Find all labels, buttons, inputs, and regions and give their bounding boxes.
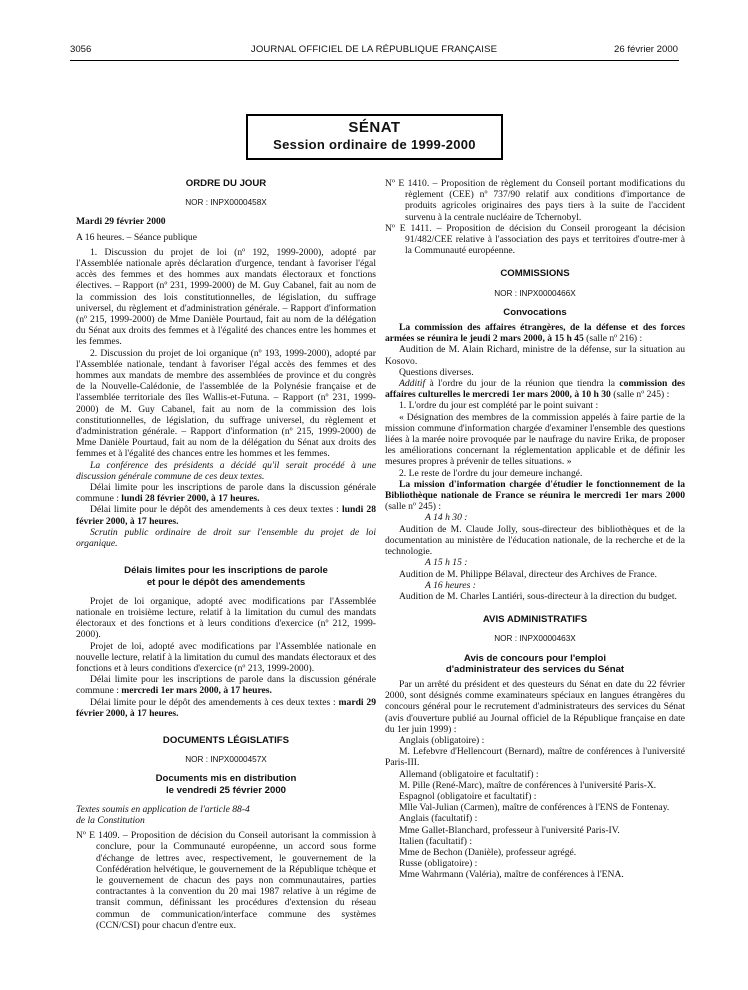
seance-time: A 16 heures. – Séance publique: [76, 231, 197, 243]
nor-label: NOR : INPX0000457X: [185, 755, 267, 765]
examinateur-pille: M. Pille (René-Marc), maître de conférences à l'université Paris-X.: [399, 779, 657, 791]
right-column: [385, 178, 685, 881]
textes-title-1: Textes soumis en application de l'article 88-4: [76, 803, 250, 815]
convocation-affaires-etrangeres: La commission des affaires étrangères, de la défense et des forces armées se réunira le jeudi 2 mars 2000, à 15 h 45 (salle nº 216) :: [385, 322, 685, 345]
langue-italien: Italien (facultatif) :: [399, 835, 472, 847]
langue-espagnol: Espagnol (obligatoire et facultatif) :: [399, 790, 537, 802]
avis-intro: Par un arrêté du président et des questeurs du Sénat en date du 22 février 2000, sont désignés comme examinateurs spéciaux en langues étrangères du concours général pour le recrutement d'administrateurs des services du Sénat (avis d'ouverture publié au Journal officiel de la République française en date du 1er juin 1999) :: [385, 678, 685, 735]
examinateur-val-julian: Mlle Val-Julian (Carmen), maître de conférences à l'ENS de Fontenay.: [399, 802, 670, 814]
langue-russe: Russe (obligatoire) :: [399, 858, 478, 870]
langue-allemand: Allemand (obligatoire et facultatif) :: [399, 768, 539, 780]
document-e1409: Nº E 1409. – Proposition de décision du Conseil autorisant la commission à conclure, pour la Communauté européenne, un accord sous forme d'échange de lettres avec, respectivement, le gouvernement de la Confédération helvétique, le gouvernement de la République tchèque et le gouvernement de chacun des pays non communautaires, parties contractantes à la convention du 20 mai 1987 relative à un régime de transit commun, définissant les procédures d'extension du réseau commun de communication/interface commune des systèmes (CCN/CSI) pour chacun d'entre eux.: [76, 830, 376, 931]
reste-inchange: 2. Le reste de l'ordre du jour demeure inchangé.: [399, 467, 583, 479]
audition-jolly: Audition de M. Claude Jolly, sous-directeur des bibliothèques et de la documentation au ministère de l'éducation nationale, de la recherche et de la technologie.: [385, 523, 685, 558]
examinateur-gallet: Mme Gallet-Blanchard, professeur à l'université Paris-IV.: [399, 824, 620, 836]
time-16h: A 16 heures :: [425, 579, 476, 591]
agenda-item-2: 2. Discussion du projet de loi organique (nº 193, 1999-2000), adopté par l'Assemblée nationale, tendant à favoriser l'égal accès des femmes et des hommes aux mandats de membre des assemblées de province et du congrès de la Nouvelle-Calédonie, de l'assemblée de la Polynésie française et de l'assemblée territoriale des îles Wallis-et-Futuna. – Rapport (nº 231, 1999-2000) de M. Guy Cabanel, fait au nom de la commission des lois constitutionnelles, de législation, du suffrage universel, du règlement et d'administration générale. – Rapport d'information (nº 215, 1999-2000) de Mme Danièle Pourtaud, fait au nom de la délégation du Sénat aux droits des femmes et à l'égalité des chances entre les hommes et les femmes.: [76, 347, 376, 460]
additif-affaires-culturelles: Additif à l'ordre du jour de la réunion que tiendra la commission des affaires culturelles le mercredi 1er mars 2000, à 10 h 30 (salle nº 245) :: [385, 378, 685, 401]
documents-subtitle-1: Documents mis en distribution: [155, 773, 297, 785]
page-number: 3056: [70, 44, 92, 55]
delais-para-4: Délai limite pour le dépôt des amendements à ces deux textes : mardi 29 février 2000, à 17 heures.: [76, 696, 376, 719]
avis-title: AVIS ADMINISTRATIFS: [482, 614, 588, 626]
examinateur-bechon: Mme de Bechon (Danièle), professeur agrégé.: [399, 846, 577, 858]
deadline-amendements: Délai limite pour le dépôt des amendements à ces deux textes : lundi 28 février 2000, à 17 heures.: [76, 504, 376, 527]
time-1430: A 14 h 30 :: [425, 512, 468, 524]
avis-subtitle-1: Avis de concours pour l'emploi: [463, 652, 607, 664]
delais-title-2: et pour le dépôt des amendements: [146, 576, 306, 588]
document-e1411: Nº E 1411. – Proposition de décision du Conseil prorogeant la décision 91/482/CEE relative à l'association des pays et territoires d'outre-mer à la Communauté européenne.: [385, 222, 685, 257]
ordre-complete: 1. L'ordre du jour est complété par le point suivant :: [399, 400, 599, 412]
textes-title-2: de la Constitution: [76, 814, 145, 826]
audition-richard: Audition de M. Alain Richard, ministre de la défense, sur la situation au Kosovo.: [385, 344, 685, 367]
documents-title: DOCUMENTS LÉGISLATIFS: [162, 734, 290, 746]
examinateur-wahrmann: Mme Wahrmann (Valéria), maître de conférences à l'ENA.: [399, 869, 624, 881]
examinateur-lefebvre: M. Lefebvre d'Hellencourt (Bernard), maître de conférences à l'université Paris-III.: [385, 746, 685, 769]
designation-membres: « Désignation des membres de la commission appelés à faire partie de la mission commune d'information chargée d'examiner l'ensemble des questions liées à la marée noire provoquée par le naufrage du navire Erika, de proposer les améliorations concernant la réglementation applicable et de définir les mesures propres à prévenir de telles situations. »: [385, 411, 685, 468]
journal-title: JOURNAL OFFICIEL DE LA RÉPUBLIQUE FRANÇAISE: [250, 44, 498, 55]
delais-para-1: Projet de loi organique, adopté avec modifications par l'Assemblée nationale en troisième lecture, relatif à la limitation du cumul des mandats électoraux et des fonctions et à leurs conditions d'exercice (nº 212, 1999-2000).: [76, 595, 376, 641]
page-header: [0, 44, 748, 60]
title-senat: SÉNAT: [348, 119, 401, 136]
delais-para-2: Projet de loi, adopté avec modifications par l'Assemblée nationale en nouvelle lecture, relatif à la limitation du cumul des mandats électoraux et des fonctions et à leurs conditions d'exercice (nº 213, 1999-2000).: [76, 640, 376, 674]
header-rule: [70, 60, 679, 61]
convocations-title: Convocations: [503, 306, 567, 318]
title-session: Session ordinaire de 1999-2000: [273, 137, 476, 152]
commissions-title: COMMISSIONS: [500, 268, 570, 280]
title-box: [246, 114, 503, 160]
nor-label: NOR : INPX0000463X: [494, 634, 576, 644]
mission-bnf: La mission d'information chargée d'étudier le fonctionnement de la Bibliothèque nationale de France se réunira le mercredi 1er mars 2000 (salle nº 245) :: [385, 478, 685, 513]
conference-note: La conférence des présidents a décidé qu'il serait procédé à une discussion générale commune de ces deux textes.: [76, 459, 376, 482]
langue-anglais: Anglais (obligatoire) :: [399, 734, 485, 746]
header-date: 26 février 2000: [614, 44, 678, 55]
audition-lantieri: Audition de M. Charles Lantiéri, sous-directeur à la direction du budget.: [399, 590, 677, 602]
seance-date: Mardi 29 février 2000: [76, 216, 166, 228]
deadline-parole: Délai limite pour les inscriptions de parole dans la discussion générale commune : lundi 28 février 2000, à 17 heures.: [76, 482, 376, 505]
langue-anglais-facultatif: Anglais (facultatif) :: [399, 813, 478, 825]
documents-subtitle-2: le vendredi 25 février 2000: [166, 784, 286, 796]
ordre-du-jour-title: ORDRE DU JOUR: [185, 178, 267, 189]
nor-label: NOR : INPX0000458X: [185, 198, 267, 208]
questions-diverses: Questions diverses.: [399, 366, 474, 378]
left-column: [76, 178, 376, 931]
document-e1410: Nº E 1410. – Proposition de règlement du Conseil portant modifications du règlement (CEE) nº 737/90 relatif aux conditions d'importance de produits agricoles originaires des pays tiers à la suite de l'accident survenu à la centrale nucléaire de Tchernobyl.: [385, 178, 685, 223]
scrutin-note: Scrutin public ordinaire de droit sur l'ensemble du projet de loi organique.: [76, 526, 376, 550]
audition-belaval: Audition de M. Philippe Bélaval, directeur des Archives de France.: [399, 568, 657, 580]
delais-title-1: Délais limites pour les inscriptions de parole: [124, 565, 328, 577]
delais-para-3: Délai limite pour les inscriptions de parole dans la discussion générale commune : mercredi 1er mars 2000, à 17 heures.: [76, 674, 376, 697]
time-1515: A 15 h 15 :: [425, 557, 468, 569]
nor-label: NOR : INPX0000466X: [494, 288, 576, 298]
agenda-item-1: 1. Discussion du projet de loi (nº 192, 1999-2000), adopté par l'Assemblée nationale après déclaration d'urgence, tendant à favoriser l'égal accès des femmes et des hommes aux mandats électoraux et fonctions électives. – Rapport (nº 231, 1999-2000) de M. Guy Cabanel, fait au nom de la commission des lois constitutionnelles, de législation, du suffrage universel, du règlement et d'administration générale. – Rapport d'information (nº 215, 1999-2000) de Mme Danièle Pourtaud, fait au nom de la délégation du Sénat aux droits des femmes et à l'égalité des chances entre les hommes et les femmes.: [76, 246, 376, 348]
avis-subtitle-2: d'administrateur des services du Sénat: [445, 663, 625, 675]
